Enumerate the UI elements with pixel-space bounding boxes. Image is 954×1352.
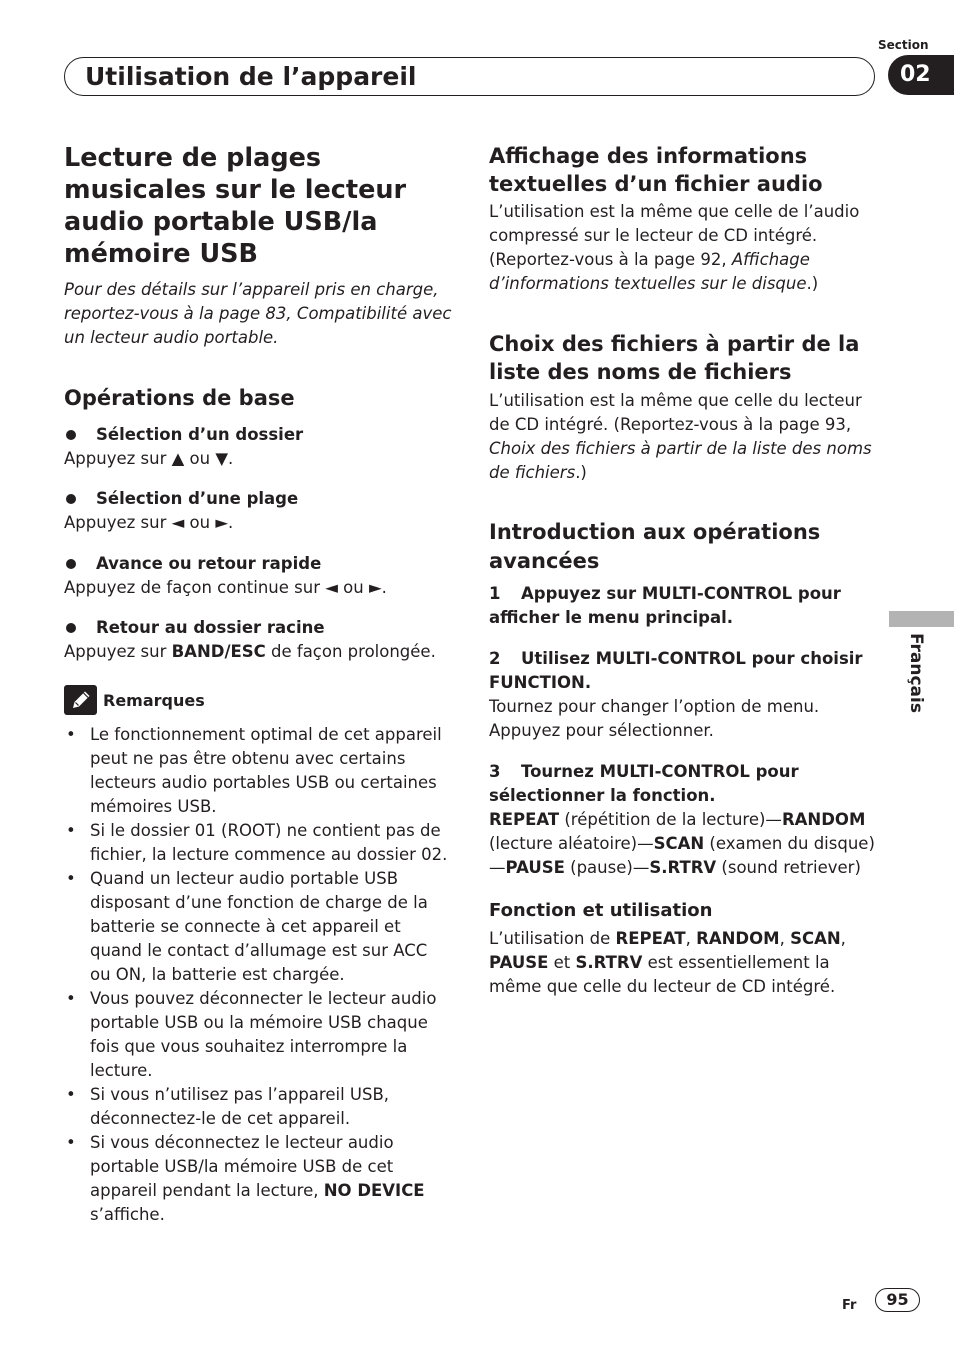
note-item: • Vous pouvez déconnecter le lecteur audio portable USB ou la mémoire USB chaque fois que vous souhaitez interrompre la lecture. [64,987,452,1083]
note-bold: NO DEVICE [323,1181,425,1200]
para-text: L’utilisation est la même que celle du lecteur de CD intégré. (Reportez-vous à la page 93, [489,391,862,434]
language-tab-marker [889,611,954,627]
basic-ops-heading: Opérations de base [64,386,295,410]
para-text: .) [806,274,819,293]
step-heading [489,760,875,808]
section-number-badge: 02 [888,55,954,95]
function-name: PAUSE [505,858,565,877]
function-name: SCAN [653,834,705,853]
note-text: Si vous déconnectez le lecteur audio portable USB/la mémoire USB de cet appareil pendant la lecture, [90,1133,394,1200]
step-text: Tournez pour changer l’option de menu. Appuyez pour sélectionner. [489,697,820,740]
step-title: Appuyez sur MULTI-CONTROL pour afficher le menu principal. [489,584,841,627]
subsection-paragraph [489,927,875,999]
op-text-after: de façon prolongée. [265,642,436,661]
step-number: 2 [489,649,501,668]
notes-heading [64,685,452,715]
note-text: s’affiche. [90,1205,165,1224]
op-title: Sélection d’une plage [64,487,452,511]
step-heading [489,582,875,630]
op-item [64,423,452,471]
para-text: , [840,929,846,948]
left-column [64,142,452,1227]
section-label: Section [878,38,929,52]
right-column [489,142,875,999]
note-item: • Quand un lecteur audio portable USB disposant d’une fonction de charge de la batterie se connecte à cet appareil et quand le contact d’allumage est sur ACC ou ON, la batterie est chargée. [64,867,452,987]
para-italic-ref: Choix des fichiers à partir de la liste des noms de fichiers [489,439,872,482]
function-name: REPEAT [489,810,560,829]
function-name: S.RTRV [649,858,717,877]
step-number: 1 [489,584,501,603]
page-number: 95 [875,1288,920,1312]
op-title: Retour au dossier racine [64,616,452,640]
step-title: Utilisez MULTI-CONTROL pour choisir FUNCTION. [489,649,863,692]
section-paragraph [489,200,875,296]
step-heading [489,647,875,695]
note-item: • Si vous n’utilisez pas l’appareil USB, déconnectez-le de cet appareil. [64,1083,452,1131]
op-title: Sélection d’un dossier [64,423,452,447]
function-name: RANDOM [781,810,866,829]
note-item [64,1131,452,1227]
para-text: est essentiellement la même que celle du lecteur de CD intégré. [489,953,836,996]
op-title: Avance ou retour rapide [64,552,452,576]
op-item [64,552,452,600]
section-heading: Choix des fichiers à partir de la liste des noms de fichiers [489,332,860,384]
para-italic-ref: Affichage d’informations textuelles sur le disque [489,250,810,293]
intro-paragraph: Pour des détails sur l’appareil pris en charge, reportez-vous à la page 83, Compatibilité avec un lecteur audio portable. [64,280,452,347]
note-item: • Le fonctionnement optimal de cet appareil peut ne pas être obtenu avec certains lecteurs audio portables USB ou certaines mémoires USB. [64,723,452,819]
page-title: Lecture de plages musicales sur le lecteur audio portable USB/la mémoire USB [64,143,407,269]
subsection-heading: Fonction et utilisation [489,900,713,921]
op-text [64,640,452,664]
op-text: Appuyez de façon continue sur ◄ ou ►. [64,578,387,597]
para-text: .) [575,463,587,482]
op-text-bold: BAND/ESC [171,642,266,661]
op-text-before: Appuyez sur [64,642,172,661]
section-heading: Introduction aux opérations avancées [489,520,821,573]
function-desc: (examen du disque) — [489,834,875,877]
function-desc: (répétition de la lecture)— [559,810,782,829]
function-name: REPEAT [615,929,686,948]
step-number: 3 [489,762,501,781]
function-desc: (pause)— [564,858,650,877]
function-desc: (sound retriever) [716,858,861,877]
note-item: • Si le dossier 01 (ROOT) ne contient pas de fichier, la lecture commence au dossier 02. [64,819,452,867]
pencil-note-icon [64,685,97,715]
chapter-title: Utilisation de l’appareil [64,57,875,96]
notes-list [64,723,452,1227]
para-text: et [548,953,576,972]
notes-title: Remarques [103,690,205,710]
step-title: Tournez MULTI-CONTROL pour sélectionner la fonction. [489,762,799,805]
function-name: PAUSE [489,953,549,972]
op-item [64,616,452,664]
op-item [64,487,452,535]
function-desc: (lecture aléatoire)— [489,834,654,853]
para-text: , [779,929,791,948]
para-text: L’utilisation de [489,929,616,948]
function-name: SCAN [790,929,841,948]
section-heading: Affichage des informations textuelles d’un fichier audio [489,144,823,196]
function-name: S.RTRV [575,953,643,972]
function-name: RANDOM [696,929,780,948]
para-text: , [685,929,697,948]
section-paragraph [489,389,875,485]
step-text [489,808,875,880]
para-text: L’utilisation est la même que celle de l’audio compressé sur le lecteur de CD intégré. (Reportez-vous à la page 92, [489,202,860,269]
op-text: Appuyez sur ◄ ou ►. [64,513,234,532]
language-tab-label: Français [906,633,926,713]
op-text: Appuyez sur ▲ ou ▼. [64,449,234,468]
footer-language: Fr [842,1298,857,1313]
